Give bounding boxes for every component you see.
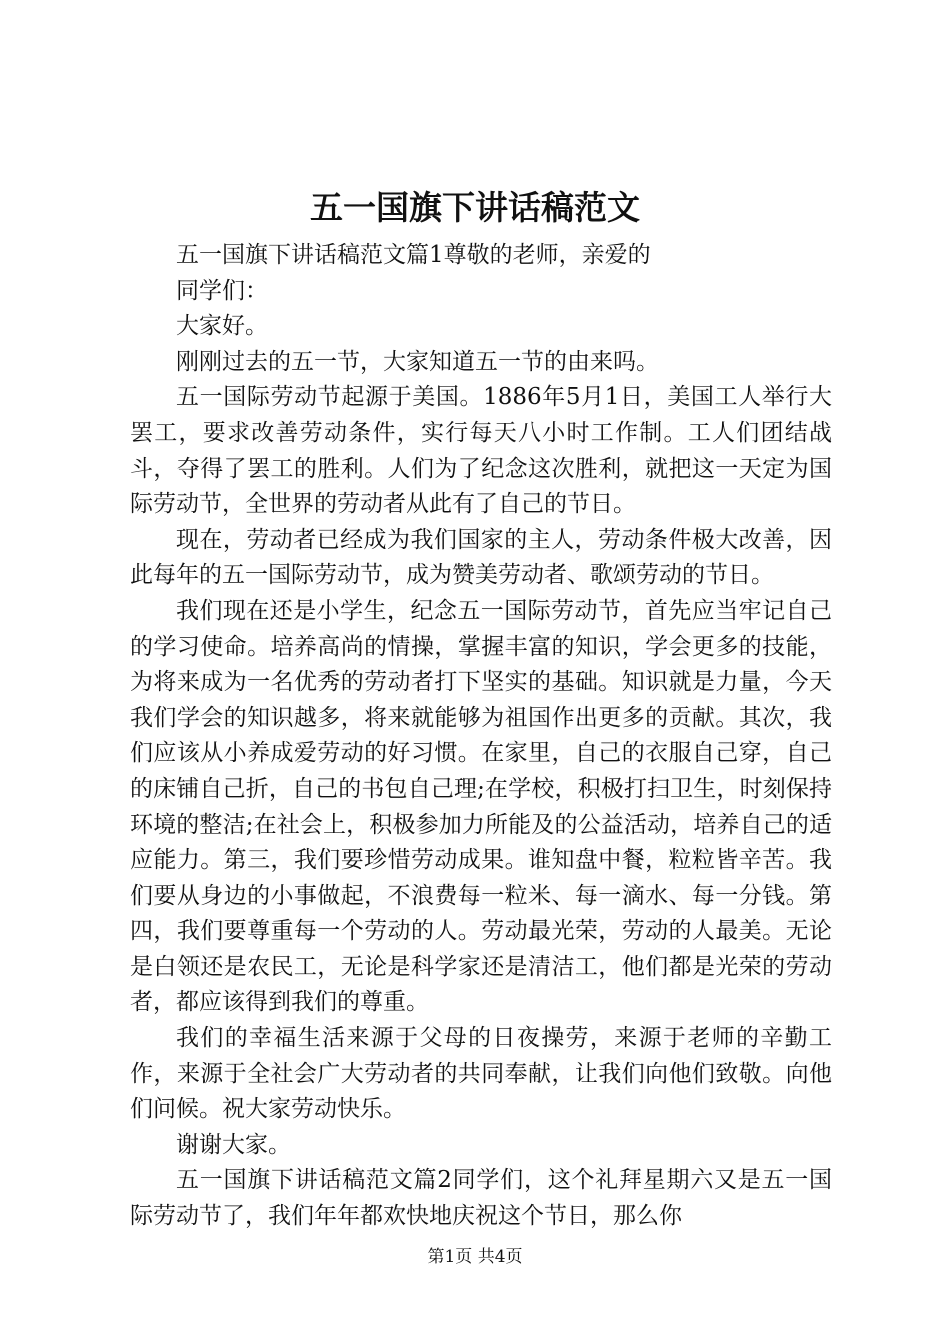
- paragraph-10: 五一国旗下讲话稿范文篇2同学们，这个礼拜星期六又是五一国际劳动节了，我们年年都欢快地庆祝这个节日，那么你: [130, 1167, 832, 1230]
- paragraph-6: 现在，劳动者已经成为我们国家的主人，劳动条件极大改善，因此每年的五一国际劳动节，成为赞美劳动者、歌颂劳动的节日。: [130, 526, 832, 589]
- paragraph-1: 五一国旗下讲话稿范文篇1尊敬的老师，亲爱的: [176, 242, 651, 268]
- paragraph-7: 我们现在还是小学生，纪念五一国际劳动节，首先应当牢记自己的学习使命。培养高尚的情操，掌握丰富的知识，学会更多的技能，为将来成为一名优秀的劳动者打下坚实的基础。知识就是力量，今天我们学会的知识越多，将来就能够为祖国作出更多的贡献。其次，我们应该从小养成爱劳动的好习惯。在家里，自己的衣服自己穿，自己的床铺自己折，自己的书包自己理;在学校，积极打扫卫生，时刻保持环境的整洁;在社会上，积极参加力所能及的公益活动，培养自己的适应能力。第三，我们要珍惜劳动成果。谁知盘中餐，粒粒皆辛苦。我们要从身边的小事做起，不浪费每一粒米、每一滴水、每一分钱。第四，我们要尊重每一个劳动的人。劳动最光荣，劳动的人最美。无论是白领还是农民工，无论是科学家还是清洁工，他们都是光荣的劳动者，都应该得到我们的尊重。: [130, 597, 832, 1016]
- paragraph-8: 我们的幸福生活来源于父母的日夜操劳，来源于老师的辛勤工作，来源于全社会广大劳动者的共同奉献，让我们向他们致敬。向他们问候。祝大家劳动快乐。: [130, 1025, 832, 1123]
- paragraph-9: 谢谢大家。: [176, 1131, 291, 1158]
- paragraph-5: 五一国际劳动节起源于美国。1886年5月1日，美国工人举行大罢工，要求改善劳动条件，实行每天八小时工作制。工人们团结战斗，夺得了罢工的胜利。人们为了纪念这次胜利，就把这一天定为国际劳动节，全世界的劳动者从此有了自己的节日。: [130, 384, 832, 518]
- paragraph-2: 同学们：: [176, 277, 268, 304]
- page-number-footer: 第1页 共4页: [427, 1247, 523, 1267]
- document-body: [130, 238, 832, 1235]
- page-title: 五一国旗下讲话稿范文: [310, 188, 640, 227]
- paragraph-4: 刚刚过去的五一节，大家知道五一节的由来吗。: [176, 348, 659, 375]
- paragraph-3: 大家好。: [176, 313, 268, 340]
